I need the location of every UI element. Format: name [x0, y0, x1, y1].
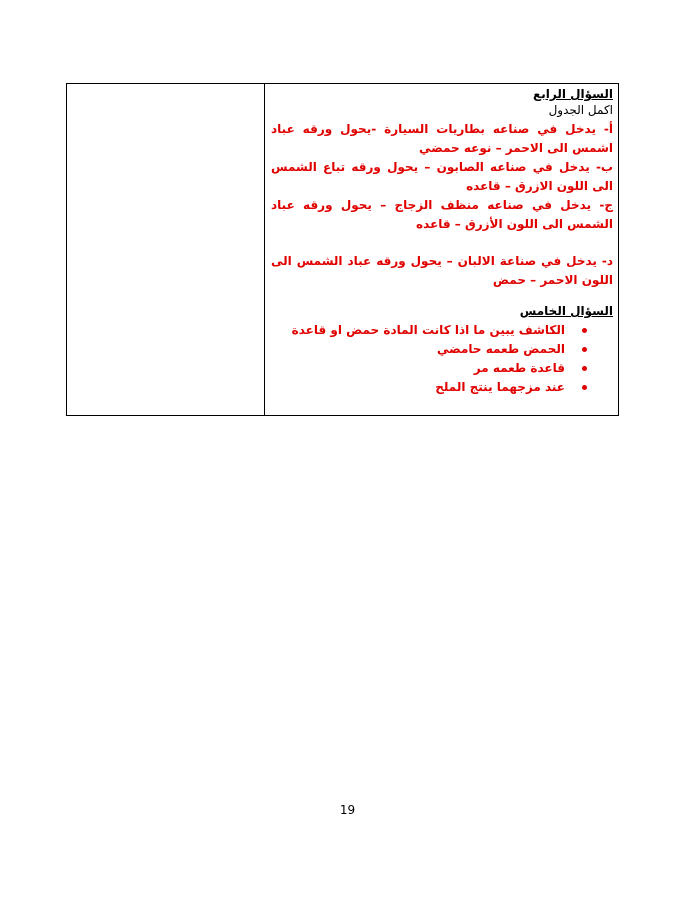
list-item — [271, 359, 587, 378]
q5-bullet-text: الحمض طعمه حامضي — [437, 342, 565, 356]
page-number: 19 — [339, 803, 356, 817]
question-table — [66, 83, 619, 416]
answers-cell — [264, 84, 618, 415]
q5-bullet-text: الكاشف يبين ما اذا كانت المادة حمض او قاعدة — [291, 323, 565, 337]
q5-heading: السؤال الخامس — [519, 304, 613, 318]
q4-heading: السؤال الرابع — [533, 87, 613, 101]
list-item — [271, 340, 587, 359]
q5-bullet-list — [271, 321, 613, 397]
q4-item-a: أ- يدخل في صناعه بطاريات السيارة -يحول ورقه عباد اشمس الى الاحمر – نوعه حمضي — [271, 122, 613, 155]
empty-cell — [67, 84, 264, 415]
bullet-icon — [582, 385, 587, 390]
q4-item-b: ب- يدخل في صناعه الصابون – يحول ورقه تباع الشمس الى اللون الازرق – قاعده — [271, 160, 613, 193]
list-item — [271, 378, 587, 397]
q4-item-c: ج- يدخل في صناعه منظف الزجاج – يحول ورقه عباد الشمس الى اللون الأزرق – قاعده — [271, 198, 613, 231]
q4-item-d: د- يدخل في صناعة الالبان – يحول ورقه عباد الشمس الى اللون الاحمر – حمض — [271, 254, 613, 287]
q4-instruction: اكمل الجدول — [548, 103, 613, 117]
q5-bullet-text: عند مزجهما ينتج الملح — [435, 380, 565, 394]
bullet-icon — [582, 366, 587, 371]
list-item — [271, 321, 587, 340]
bullet-icon — [582, 347, 587, 352]
q5-bullet-text: قاعدة طعمه مر — [473, 361, 565, 375]
bullet-icon — [582, 328, 587, 333]
